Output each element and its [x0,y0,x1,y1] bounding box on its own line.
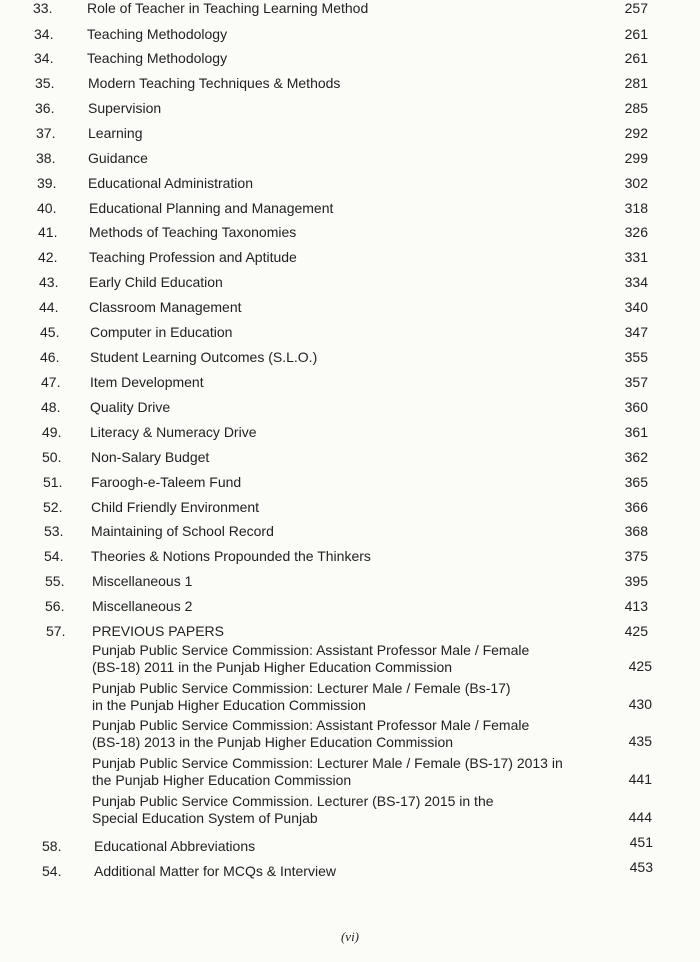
entry-title: Computer in Education [90,324,233,340]
entry-page: 361 [624,424,648,440]
entry-page: 453 [629,859,653,875]
entry-title: Miscellaneous 2 [92,598,193,614]
entry-page: 347 [624,324,648,340]
entry-number: 57. [46,623,66,639]
sub-entry-line-2: (BS-18) 2013 in the Punjab Higher Education Commission [92,734,454,750]
entry-title: Classroom Management [89,299,242,315]
entry-page: 413 [624,598,648,614]
entry-title: Literacy & Numeracy Drive [90,424,257,440]
entry-number: 43. [39,274,59,290]
entry-page: 326 [624,224,648,240]
sub-entry-title [92,642,612,676]
entry-page: 430 [628,696,652,712]
entry-page: 257 [624,0,648,16]
entry-page: 318 [624,200,648,216]
entry-title: Non-Salary Budget [91,449,210,465]
entry-page: 441 [628,771,652,787]
page-number-footer: (vi) [340,929,360,944]
entry-page: 292 [624,125,648,141]
entry-page: 425 [628,658,652,674]
entry-page: 375 [624,548,648,564]
entry-title: Maintaining of School Record [91,523,274,539]
entry-number: 37. [36,125,56,141]
entry-page: 451 [629,834,653,850]
entry-number: 55. [45,573,65,589]
entry-page: 357 [624,374,648,390]
sub-entry-line-1: Punjab Public Service Commission: Assistant Professor Male / Female [92,642,530,658]
entry-number: 54. [44,548,64,564]
sub-entry-line-2: in the Punjab Higher Education Commission [92,697,366,713]
entry-page: 355 [624,349,648,365]
entry-title: Faroogh-e-Taleem Fund [91,474,242,490]
entry-title: Item Development [90,374,204,390]
entry-page: 444 [628,809,652,825]
entry-page: 302 [624,175,648,191]
entry-page: 360 [624,399,648,415]
entry-number: 54. [42,863,62,879]
entry-number: 33. [33,0,53,16]
entry-title: Early Child Education [89,274,223,290]
entry-title: PREVIOUS PAPERS [92,623,225,639]
entry-number: 48. [41,399,61,415]
entry-number: 34. [34,26,54,42]
entry-title: Learning [88,125,143,141]
entry-title: Modern Teaching Techniques & Methods [88,75,341,91]
entry-number: 40. [37,200,57,216]
entry-page: 340 [624,299,648,315]
entry-number: 36. [35,100,55,116]
sub-entry-title [92,793,612,827]
sub-entry-line-2: (BS-18) 2011 in the Punjab Higher Education Commission [92,659,453,675]
sub-entry-line-1: Punjab Public Service Commission. Lecturer (BS-17) 2015 in the [92,793,494,809]
entry-page: 331 [624,249,648,265]
entry-number: 38. [36,150,56,166]
entry-number: 41. [38,224,58,240]
entry-title: Student Learning Outcomes (S.L.O.) [90,349,318,365]
sub-entry-line-2: the Punjab Higher Education Commission [92,772,352,788]
entry-title: Teaching Methodology [87,50,228,66]
entry-number: 47. [41,374,61,390]
entry-page: 366 [624,499,648,515]
entry-title: Theories & Notions Propounded the Thinkers [91,548,371,564]
entry-number: 44. [39,299,59,315]
entry-number: 35. [35,75,55,91]
entry-title: Educational Abbreviations [94,838,256,854]
sub-entry-title [92,717,612,751]
sub-entry-title [92,755,612,789]
entry-number: 46. [40,349,60,365]
entry-number: 56. [45,598,65,614]
entry-page: 368 [624,523,648,539]
entry-number: 53. [44,523,64,539]
sub-entry-title [92,680,612,714]
entry-title: Teaching Profession and Aptitude [89,249,297,265]
entry-page: 435 [628,733,652,749]
entry-page: 299 [624,150,648,166]
entry-number: 45. [40,324,60,340]
entry-page: 285 [624,100,648,116]
entry-title: Methods of Teaching Taxonomies [89,224,297,240]
entry-title: Supervision [88,100,162,116]
sub-entry-line-1: Punjab Public Service Commission: Lecturer Male / Female (BS-17) 2013 in [92,755,563,771]
entry-title: Educational Administration [88,175,253,191]
entry-page: 425 [624,623,648,639]
entry-page: 261 [624,50,648,66]
entry-number: 49. [42,424,62,440]
sub-entry-line-2: Special Education System of Punjab [92,810,318,826]
entry-title: Teaching Methodology [87,26,228,42]
entry-page: 395 [624,573,648,589]
entry-page: 365 [624,474,648,490]
entry-number: 52. [43,499,63,515]
entry-title: Educational Planning and Management [89,200,334,216]
entry-title: Quality Drive [90,399,171,415]
entry-number: 39. [37,175,57,191]
entry-page: 362 [624,449,648,465]
entry-page: 281 [624,75,648,91]
entry-title: Child Friendly Environment [91,499,260,515]
entry-number: 42. [38,249,58,265]
entry-page: 261 [624,26,648,42]
entry-title: Role of Teacher in Teaching Learning Method [87,0,369,16]
entry-number: 51. [43,474,63,490]
entry-title: Additional Matter for MCQs & Interview [94,863,336,879]
entry-title: Miscellaneous 1 [92,573,193,589]
sub-entry-line-1: Punjab Public Service Commission: Lecturer Male / Female (Bs-17) [92,680,511,696]
entry-number: 50. [42,449,62,465]
entry-number: 34. [34,50,54,66]
entry-number: 58. [42,838,62,854]
sub-entry-line-1: Punjab Public Service Commission: Assistant Professor Male / Female [92,717,530,733]
entry-title: Guidance [88,150,148,166]
entry-page: 334 [624,274,648,290]
